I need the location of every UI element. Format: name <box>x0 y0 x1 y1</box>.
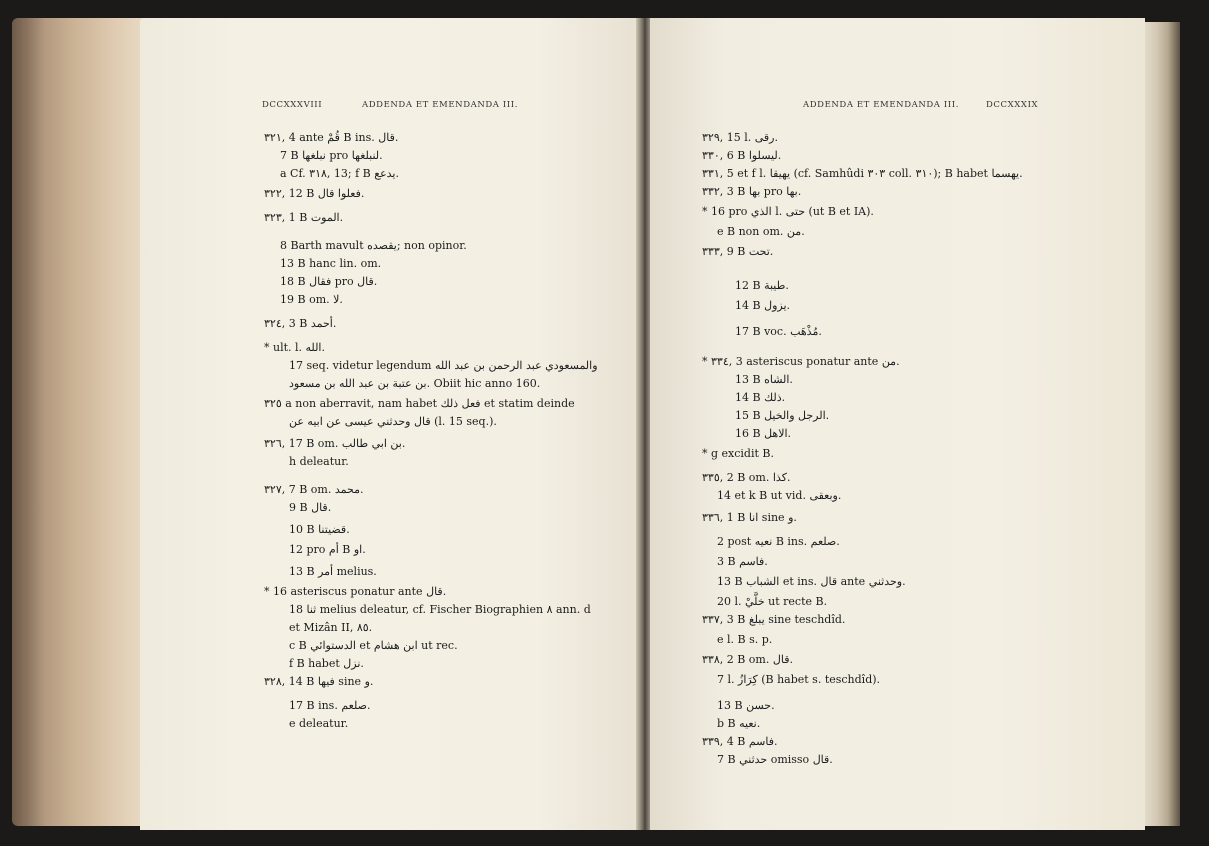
left-line: 19 B om. لا. <box>280 293 343 306</box>
right-line: b B نعيه. <box>717 717 761 730</box>
right-line: ٣٣٩, 4 B فاسم. <box>702 735 778 748</box>
right-line: 7 l. كِرَازُ (B habet s. teschdîd). <box>717 673 881 686</box>
left-line: 9 B قال. <box>289 501 332 514</box>
left-line: ٣٢٣, 1 B الموت. <box>264 211 344 224</box>
right-line: e l. B s. p. <box>717 633 773 646</box>
right-line: ٣٣٦, 1 B انا sine و. <box>702 511 797 524</box>
left-line: c B الدستوائي et ابن هشام ut rec. <box>289 639 458 652</box>
left-running-title: ADDENDA ET EMENDANDA III. <box>362 100 519 110</box>
page-stack-right <box>1140 22 1180 826</box>
left-line: 8 Barth mavult يقصده; non opinor. <box>280 239 467 252</box>
left-line: بن عتبة بن عبد الله بن مسعود. Obiit hic anno 160. <box>289 377 541 390</box>
left-line: ٣٢١, 4 ante قُمْ B ins. قال. <box>264 131 399 144</box>
left-line: 7 B نبلغها pro لنبلغها. <box>280 149 383 162</box>
left-line: 18 B فقال pro قال. <box>280 275 378 288</box>
right-line: 14 B يزول. <box>735 299 791 312</box>
left-line: قال وحدثني عيسى عن ابيه عن (l. 15 seq.). <box>289 415 497 428</box>
left-line: a Cf. ٣١٨, 13; f B يدعع. <box>280 167 399 180</box>
right-running-title: ADDENDA ET EMENDANDA III. <box>803 100 960 110</box>
right-line: 13 B الشاه. <box>735 373 793 386</box>
right-page-number: DCCXXXIX <box>986 100 1039 110</box>
right-line: ٣٣٠, 6 B ليسلوا. <box>702 149 782 162</box>
right-line: ٣٣٣, 9 B تحت. <box>702 245 774 258</box>
right-line: 12 B طيبة. <box>735 279 789 292</box>
right-line: 14 B ذلك. <box>735 391 786 404</box>
left-line: * ult. l. الله. <box>264 341 325 354</box>
right-line: ٣٣٧, 3 B يبلغ sine teschdîd. <box>702 613 846 626</box>
right-line: 17 B voc. مُذْهَب. <box>735 325 822 338</box>
right-line: ٣٣٨, 2 B om. قال. <box>702 653 793 666</box>
right-line: 13 B الشباب et ins. قال ante وحدثني. <box>717 575 906 588</box>
right-line: 15 B الرجل والخيل. <box>735 409 830 422</box>
right-line: 16 B الاهل. <box>735 427 792 440</box>
right-line: * ٣٣٤, 3 asteriscus ponatur ante من. <box>702 355 900 368</box>
left-line: 17 seq. videtur legendum والمسعودي عبد الرحمن بن عبد الله <box>289 359 598 372</box>
left-line: ٣٢٢, 12 B فعلوا قال. <box>264 187 365 200</box>
left-line: * 16 asteriscus ponatur ante قال. <box>264 585 447 598</box>
left-line: 13 B hanc lin. om. <box>280 257 382 270</box>
left-line: ٣٢٦, 17 B om. بن ابي طالب. <box>264 437 406 450</box>
right-line: 2 post نعيه B ins. صلعم. <box>717 535 840 548</box>
right-line: * g excidit B. <box>702 447 774 460</box>
right-line: e B non om. من. <box>717 225 805 238</box>
right-line: ٣٣١, 5 et f l. يهيقا (cf. Samhûdi ٣٠٣ coll. ٣١٠); B habet يهسما. <box>702 167 1023 180</box>
right-line: * 16 pro الذي l. حتى (ut B et IA). <box>702 205 874 218</box>
left-line: ٣٢٤, 3 B أحمد. <box>264 317 337 330</box>
left-line: h deleatur. <box>289 455 349 468</box>
right-line: 3 B فاسم. <box>717 555 768 568</box>
left-line: f B habet نزل. <box>289 657 364 670</box>
left-line: 10 B قضيتنا. <box>289 523 350 536</box>
left-line: et Mizân II, ٨٥. <box>289 621 373 634</box>
left-line: ٣٢٨, 14 B فيها sine و. <box>264 675 374 688</box>
left-line: 18 ثنا melius deleatur, cf. Fischer Biographien ٨ ann. d <box>289 603 591 616</box>
left-line: 17 B ins. صلعم. <box>289 699 371 712</box>
left-line: ٣٢٥ a non aberravit, nam habet فعل ذلك et statim deinde <box>264 397 575 410</box>
left-line: ٣٢٧, 7 B om. محمد. <box>264 483 364 496</box>
right-line: ٣٢٩, 15 l. رقى. <box>702 131 778 144</box>
right-line: 7 B حدثني omisso قال. <box>717 753 833 766</box>
right-line: 13 B حسن. <box>717 699 775 712</box>
left-line: 12 pro أم B او. <box>289 543 366 556</box>
left-page-number: DCCXXXVIII <box>262 100 323 110</box>
right-line: 14 et k B ut vid. وبعقى. <box>717 489 842 502</box>
left-line: e deleatur. <box>289 717 349 730</box>
right-line: ٣٣٥, 2 B om. كذا. <box>702 471 791 484</box>
right-line: 20 l. خلَّيْ ut recte B. <box>717 595 828 608</box>
right-line: ٣٣٢, 3 B بها pro بها. <box>702 185 802 198</box>
left-line: 13 B أمر melius. <box>289 565 377 578</box>
